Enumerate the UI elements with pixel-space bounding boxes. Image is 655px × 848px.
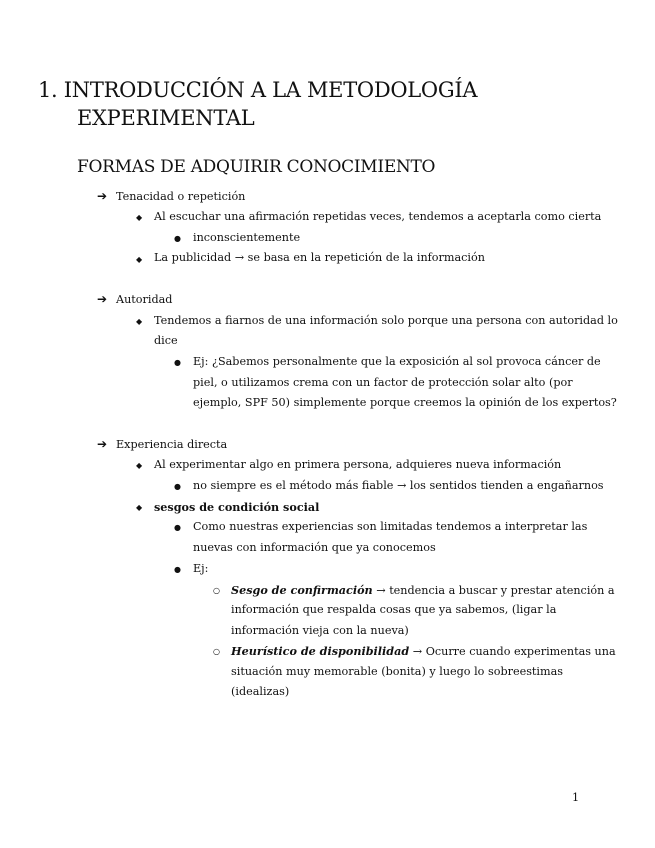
heuristico-line-1 xyxy=(231,644,616,658)
dot-bullet-icon: ● xyxy=(174,358,181,367)
arrow-bullet-icon: ➔ xyxy=(97,292,108,306)
autoridad-item-1-line-2: dice xyxy=(154,334,178,347)
diamond-bullet-icon: ◆ xyxy=(136,461,143,470)
page-title-line-2: EXPERIMENTAL xyxy=(77,106,255,130)
heuristico-line-3: (idealizas) xyxy=(231,685,290,698)
autoridad-ej-line-1: Ej: ¿Sabemos personalmente que la exposición al sol provoca cáncer de xyxy=(193,355,601,368)
arrow-bullet-icon: ➔ xyxy=(97,189,108,203)
experiencia-label: Experiencia directa xyxy=(116,438,228,451)
confirmacion-line-1 xyxy=(231,583,615,597)
experiencia-item-2-sub-1-line-1: Como nuestras experiencias son limitadas tendemos a interpretar las xyxy=(193,520,588,533)
diamond-bullet-icon: ◆ xyxy=(136,255,143,264)
circle-bullet-icon: ○ xyxy=(213,586,220,595)
experiencia-item-2 xyxy=(154,500,319,514)
heuristico-term: Heurístico de disponibilidad xyxy=(231,644,410,658)
heuristico-line-2: situación muy memorable (bonita) y luego lo sobreestimas xyxy=(231,665,564,678)
sesgos-heading: sesgos de condición social xyxy=(154,500,320,514)
experiencia-item-2-sub-2: Ej: xyxy=(193,562,209,575)
autoridad-ej-line-2: piel, o utilizamos crema con un factor de protección solar alto (por xyxy=(193,376,573,389)
tenacidad-label: Tenacidad o repetición xyxy=(116,190,246,203)
circle-bullet-icon: ○ xyxy=(213,647,220,656)
experiencia-item-2-sub-1-line-2: nuevas con información que ya conocemos xyxy=(193,541,436,554)
heuristico-definition: → Ocurre cuando experimentas una xyxy=(409,645,616,658)
autoridad-item-1-line-1: Tendemos a fiarnos de una información solo porque una persona con autoridad lo xyxy=(154,314,618,327)
confirmacion-line-2: información que respalda cosas que ya sabemos, (ligar la xyxy=(231,603,557,616)
dot-bullet-icon: ● xyxy=(174,234,181,243)
experiencia-item-1-sub: no siempre es el método más fiable → los sentidos tienden a engañarnos xyxy=(193,479,604,492)
section-heading: FORMAS DE ADQUIRIR CONOCIMIENTO xyxy=(77,157,436,177)
page-number: 1 xyxy=(572,791,580,804)
arrow-bullet-icon: ➔ xyxy=(97,437,108,451)
dot-bullet-icon: ● xyxy=(174,482,181,491)
autoridad-ej-line-3: ejemplo, SPF 50) simplemente porque creemos la opinión de los expertos? xyxy=(193,396,617,409)
tenacidad-item-1-sub: inconscientemente xyxy=(193,231,301,244)
page-title-line-1: 1. INTRODUCCIÓN A LA METODOLOGÍA xyxy=(38,78,478,102)
autoridad-label: Autoridad xyxy=(116,293,173,306)
diamond-bullet-icon: ◆ xyxy=(136,213,143,222)
confirmacion-term: Sesgo de confirmación xyxy=(231,583,373,597)
tenacidad-item-2: La publicidad → se basa en la repetición de la información xyxy=(154,251,485,264)
dot-bullet-icon: ● xyxy=(174,565,181,574)
diamond-bullet-icon: ◆ xyxy=(136,317,143,326)
confirmacion-definition: → tendencia a buscar y prestar atención a xyxy=(372,584,615,597)
experiencia-item-1: Al experimentar algo en primera persona, adquieres nueva información xyxy=(154,458,562,471)
dot-bullet-icon: ● xyxy=(174,523,181,532)
tenacidad-item-1: Al escuchar una afirmación repetidas veces, tendemos a aceptarla como cierta xyxy=(154,210,602,223)
confirmacion-line-3: información vieja con la nueva) xyxy=(231,624,409,637)
diamond-bullet-icon: ◆ xyxy=(136,503,143,512)
